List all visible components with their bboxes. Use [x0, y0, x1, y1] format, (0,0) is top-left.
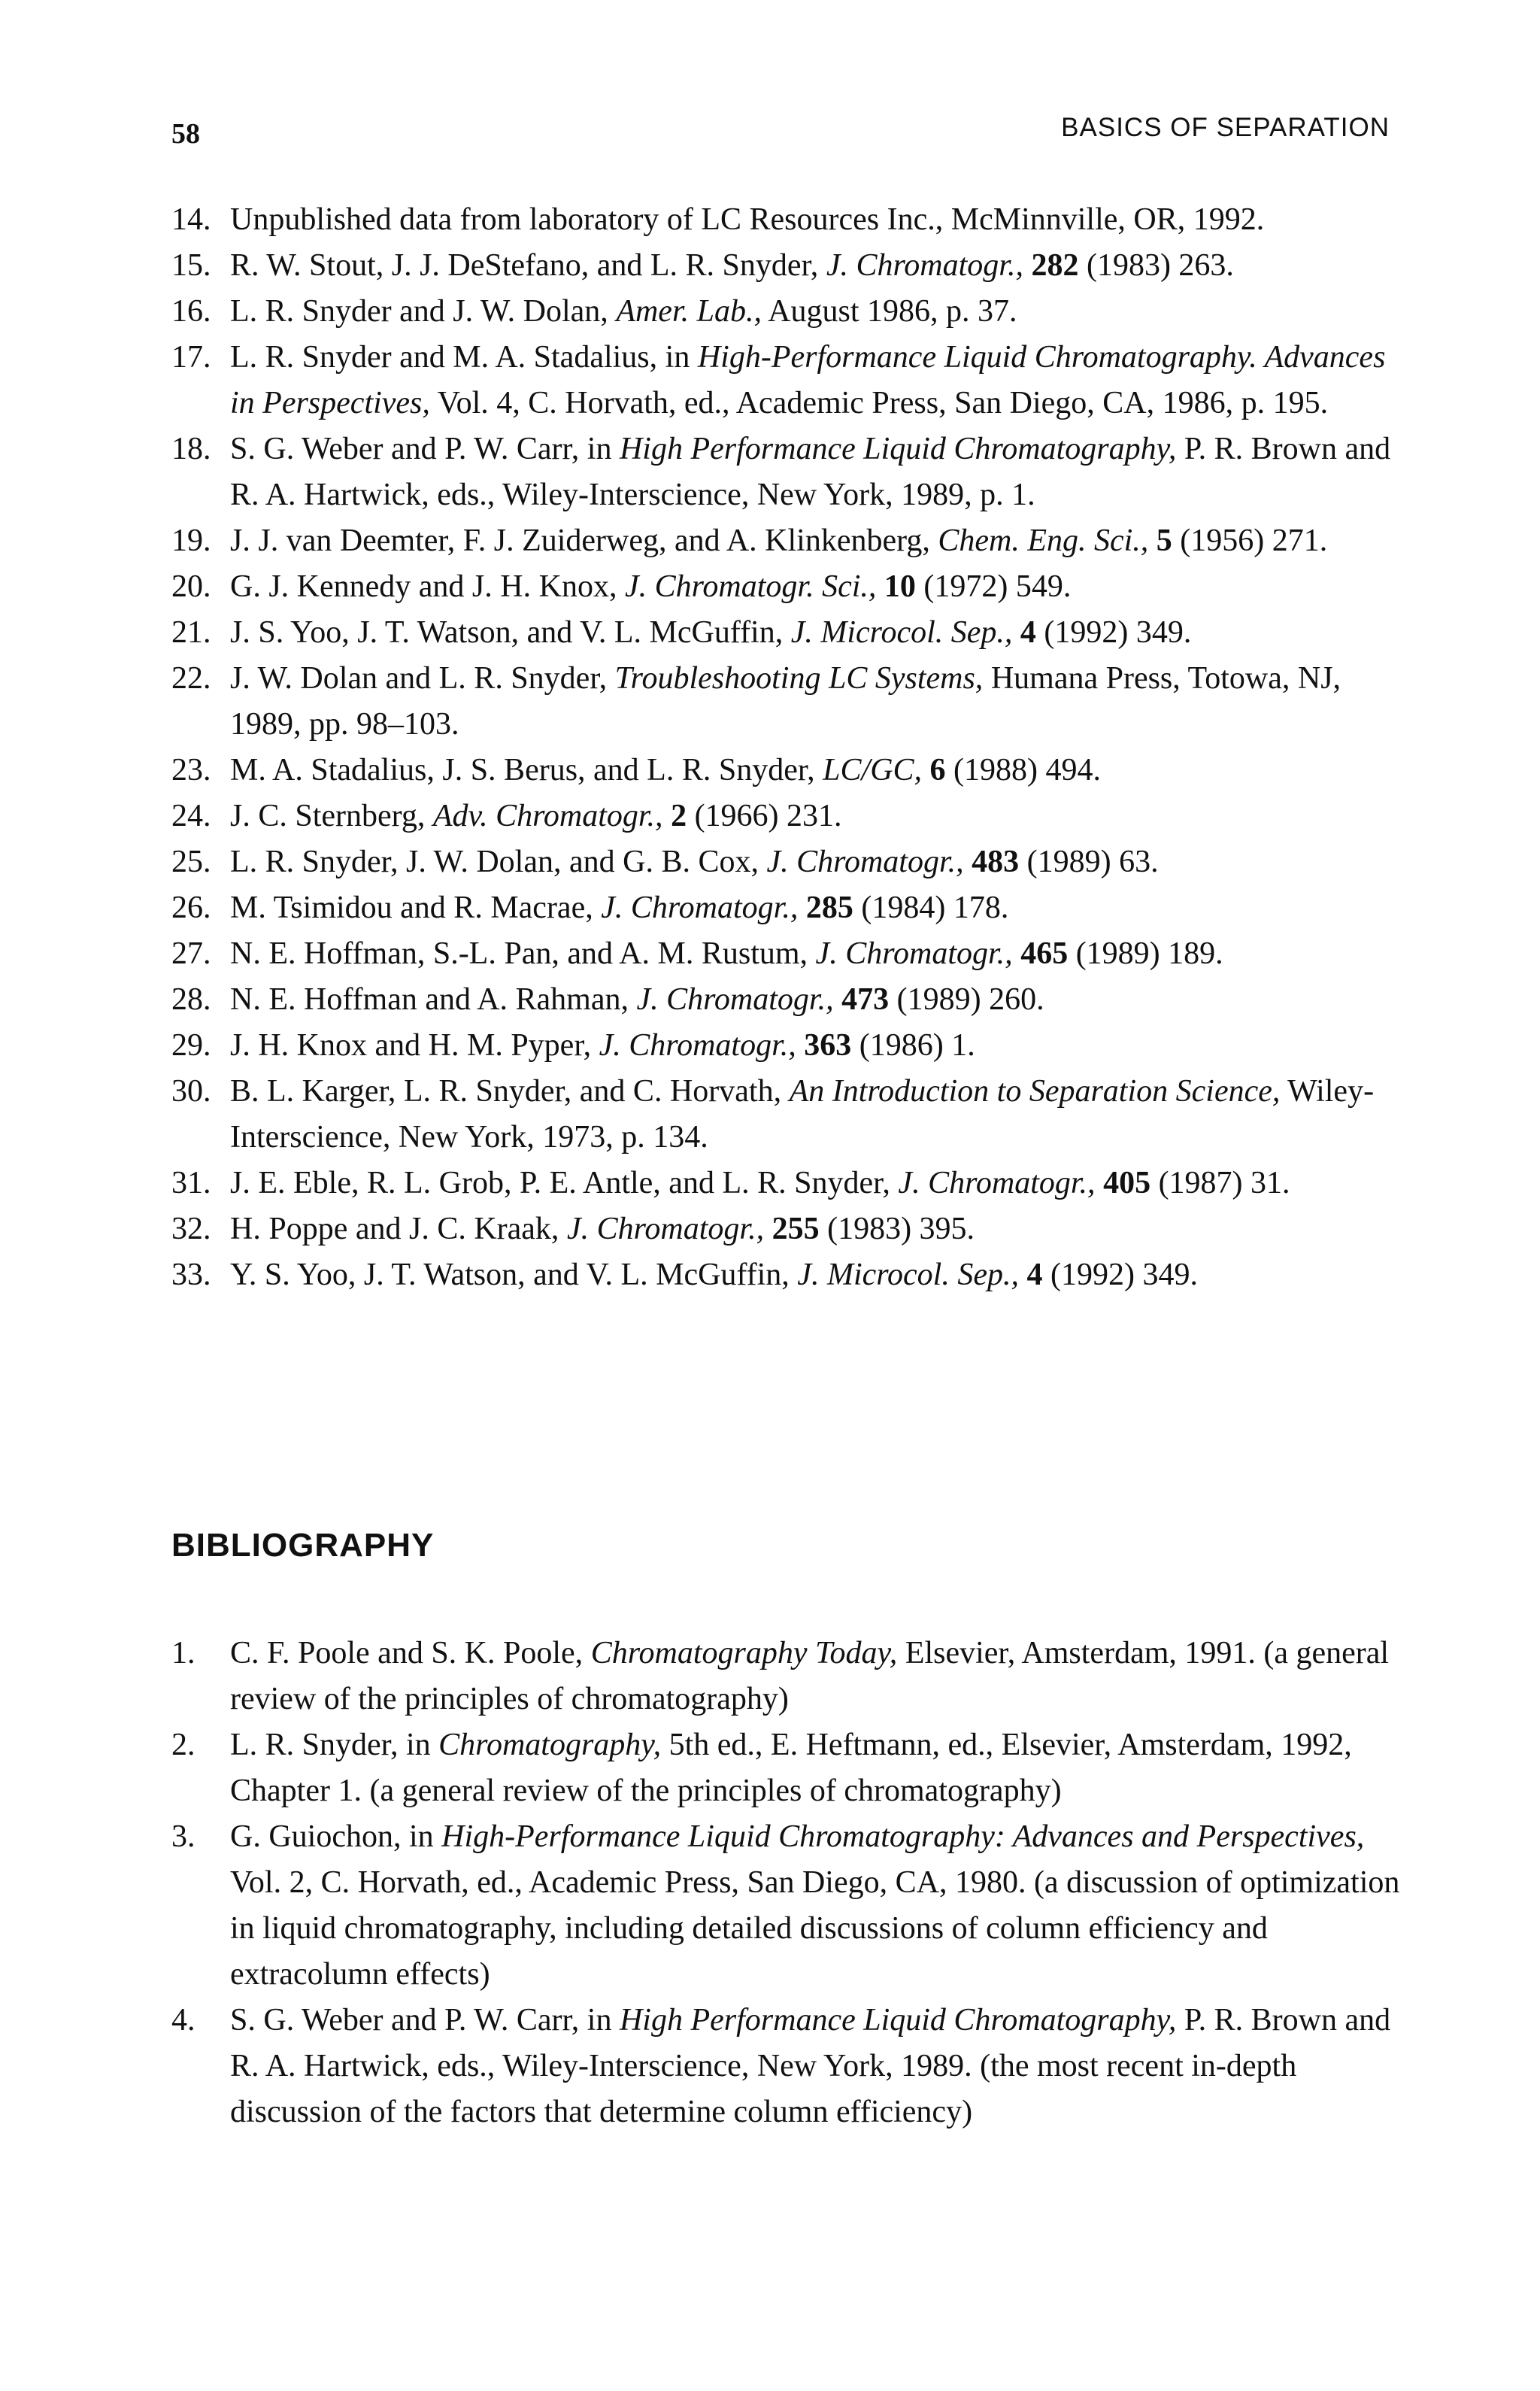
italic-text: J. Chromatogr. Sci., [624, 569, 877, 604]
volume-number: 465 [1020, 936, 1069, 971]
reference-item-text: Y. S. Yoo, J. T. Watson, and V. L. McGuffin, [230, 1258, 798, 1292]
reference-item-text: H. Poppe and J. C. Kraak, [230, 1212, 567, 1246]
reference-item-number: 29. [171, 1028, 211, 1063]
italic-text: J. Chromatogr., [766, 845, 964, 879]
reference-item-number: 32. [171, 1212, 211, 1246]
volume-number: 5 [1156, 523, 1172, 558]
bibliography-list [171, 1631, 1405, 2135]
reference-item [171, 243, 1405, 289]
bibliography-item-text: P. R. Brown and R. A. Hartwick, eds., Wiley-Interscience, New York, 1989. (the most recent in-depth discussion of the factors that determine column efficiency) [230, 2003, 1391, 2129]
reference-item-text [876, 569, 884, 604]
page-number: 58 [171, 118, 200, 150]
reference-item-text: Vol. 4, C. Horvath, ed., Academic Press, San Diego, CA, 1986, p. 195. [429, 386, 1329, 420]
reference-item-text: N. E. Hoffman, S.-L. Pan, and A. M. Rustum, [230, 936, 816, 971]
reference-item-text [834, 982, 842, 1017]
reference-item-text: (1956) 271. [1172, 523, 1328, 558]
volume-number: 282 [1031, 248, 1079, 283]
reference-item-text: Humana Press, Totowa, NJ, 1989, pp. 98–103. [230, 661, 1341, 742]
reference-item-text: L. R. Snyder and J. W. Dolan, [230, 294, 617, 329]
italic-text: J. Chromatogr., [601, 891, 799, 925]
italic-text: High Performance Liquid Chromatography, [619, 432, 1177, 466]
bibliography-item-number: 1. [171, 1636, 196, 1670]
reference-item [171, 1069, 1405, 1161]
italic-text: J. Chromatogr., [815, 936, 1013, 971]
reference-item-text: (1984) 178. [853, 891, 1009, 925]
reference-item-text [1012, 615, 1020, 650]
reference-item [171, 1252, 1405, 1298]
reference-item-text: (1988) 494. [945, 753, 1102, 787]
bibliography-item-text: 5th ed., E. Heftmann, ed., Elsevier, Amsterdam, 1992, Chapter 1. (a general review of the principles of chromatography) [230, 1728, 1352, 1808]
reference-item-number: 28. [171, 982, 211, 1017]
reference-item-text: August 1986, p. 37. [762, 294, 1017, 329]
reference-item-number: 16. [171, 294, 211, 329]
reference-item-text: (1972) 549. [915, 569, 1072, 604]
reference-item-text [1096, 1166, 1104, 1200]
reference-item-text: J. H. Knox and H. M. Pyper, [230, 1028, 599, 1063]
volume-number: 10 [884, 569, 916, 604]
reference-item-text: (1987) 31. [1150, 1166, 1290, 1200]
reference-item-number: 23. [171, 753, 211, 787]
reference-item-text: (1986) 1. [851, 1028, 975, 1063]
reference-item-text: L. R. Snyder, J. W. Dolan, and G. B. Cox, [230, 845, 767, 879]
bibliography-item-number: 4. [171, 2003, 196, 2038]
reference-item-text [1148, 523, 1157, 558]
reference-item-text [798, 891, 806, 925]
reference-item-number: 22. [171, 661, 211, 696]
page-header [171, 104, 1390, 156]
italic-text: Amer. Lab., [616, 294, 762, 329]
bibliography-item [171, 1998, 1405, 2135]
reference-item [171, 839, 1405, 885]
italic-text: J. Chromatogr., [599, 1028, 796, 1063]
reference-item [171, 289, 1405, 335]
running-head: BASICS OF SEPARATION [1061, 113, 1390, 142]
reference-item-text: R. W. Stout, J. J. DeStefano, and L. R. Snyder, [230, 248, 826, 283]
reference-item-text: (1983) 395. [819, 1212, 975, 1246]
bibliography-item-text: G. Guiochon, in [230, 1819, 442, 1854]
reference-item-number: 24. [171, 799, 211, 833]
volume-number: 4 [1026, 1258, 1043, 1292]
volume-number: 4 [1020, 615, 1036, 650]
reference-item-number: 25. [171, 845, 211, 879]
reference-item-text [1013, 936, 1021, 971]
reference-item-number: 18. [171, 432, 211, 466]
italic-text: J. Microcol. Sep., [797, 1258, 1019, 1292]
reference-item-text: L. R. Snyder and M. A. Stadalius, in [230, 340, 698, 375]
reference-item-text: J. E. Eble, R. L. Grob, P. E. Antle, and L. R. Snyder, [230, 1166, 899, 1200]
reference-list [171, 197, 1405, 1298]
bibliography-item-number: 3. [171, 1819, 196, 1854]
reference-item [171, 793, 1405, 839]
reference-item [171, 426, 1405, 518]
volume-number: 473 [841, 982, 890, 1017]
reference-item-text: S. G. Weber and P. W. Carr, in [230, 432, 620, 466]
bibliography-item-text: C. F. Poole and S. K. Poole, [230, 1636, 591, 1670]
reference-item-number: 27. [171, 936, 211, 971]
reference-item-number: 33. [171, 1258, 211, 1292]
reference-item [171, 885, 1405, 931]
volume-number: 285 [805, 891, 853, 925]
volume-number: 255 [772, 1212, 820, 1246]
reference-item-text: (1992) 349. [1035, 615, 1192, 650]
reference-item-number: 30. [171, 1074, 211, 1109]
reference-item-text: (1983) 263. [1078, 248, 1234, 283]
reference-item-text: (1966) 231. [687, 799, 842, 833]
reference-item [171, 748, 1405, 793]
reference-item-text: J. J. van Deemter, F. J. Zuiderweg, and A. Klinkenberg, [230, 523, 938, 558]
reference-item-text: J. W. Dolan and L. R. Snyder, [230, 661, 615, 696]
bibliography-item [171, 1814, 1405, 1998]
bibliography-item-text: Vol. 2, C. Horvath, ed., Academic Press, San Diego, CA, 1980. (a discussion of optimization in liquid chromatography, including detailed discussions of column efficiency and extracolumn effects) [230, 1865, 1400, 1992]
reference-item [171, 610, 1405, 656]
italic-text: J. Chromatogr., [898, 1166, 1096, 1200]
reference-item-text [922, 753, 930, 787]
reference-item-number: 26. [171, 891, 211, 925]
bibliography-heading: BIBLIOGRAPHY [171, 1527, 435, 1564]
reference-item-text [1023, 248, 1032, 283]
volume-number: 405 [1103, 1166, 1151, 1200]
reference-item [171, 1023, 1405, 1069]
reference-item-text [796, 1028, 805, 1063]
reference-item-text: P. R. Brown and R. A. Hartwick, eds., Wiley-Interscience, New York, 1989, p. 1. [230, 432, 1391, 512]
reference-item-number: 20. [171, 569, 211, 604]
italic-text: Troubleshooting LC Systems, [614, 661, 984, 696]
reference-item-number: 19. [171, 523, 211, 558]
reference-item [171, 1206, 1405, 1252]
reference-item-text [764, 1212, 772, 1246]
reference-item-number: 15. [171, 248, 211, 283]
reference-item-number: 31. [171, 1166, 211, 1200]
italic-text: J. Chromatogr., [826, 248, 1023, 283]
reference-item-text: (1992) 349. [1042, 1258, 1198, 1292]
italic-text: LC/GC, [823, 753, 923, 787]
reference-item [171, 197, 1405, 243]
italic-text: High-Performance Liquid Chromatography. Advances in Perspectives, [230, 340, 1386, 420]
italic-text: Chem. Eng. Sci., [938, 523, 1149, 558]
italic-text: J. Chromatogr., [636, 982, 834, 1017]
volume-number: 2 [671, 799, 687, 833]
reference-item-number: 17. [171, 340, 211, 375]
volume-number: 363 [804, 1028, 852, 1063]
reference-item-text [1019, 1258, 1027, 1292]
bibliography-item-text: Elsevier, Amsterdam, 1991. (a general review of the principles of chromatography) [230, 1636, 1390, 1716]
volume-number: 483 [972, 845, 1020, 879]
italic-text: J. Microcol. Sep., [790, 615, 1013, 650]
bibliography-item [171, 1722, 1405, 1814]
italic-text: J. Chromatogr., [566, 1212, 765, 1246]
italic-text: High Performance Liquid Chromatography, [619, 2003, 1177, 2038]
reference-item-text: J. C. Sternberg, [230, 799, 433, 833]
bibliography-item-text: L. R. Snyder, in [230, 1728, 439, 1762]
italic-text: An Introduction to Separation Science, [789, 1074, 1281, 1109]
reference-item-text [663, 799, 671, 833]
reference-item-text: J. S. Yoo, J. T. Watson, and V. L. McGuffin, [230, 615, 791, 650]
italic-text: Adv. Chromatogr., [432, 799, 663, 833]
italic-text: High-Performance Liquid Chromatography: Advances and Perspectives, [441, 1819, 1365, 1854]
reference-item-text: (1989) 189. [1068, 936, 1223, 971]
reference-item [171, 335, 1405, 426]
volume-number: 6 [929, 753, 946, 787]
reference-item-text: M. Tsimidou and R. Macrae, [230, 891, 602, 925]
reference-item-text: Wiley-Interscience, New York, 1973, p. 134. [230, 1074, 1375, 1155]
bibliography-item-number: 2. [171, 1728, 196, 1762]
italic-text: Chromatography, [438, 1728, 662, 1762]
bibliography-item-text: S. G. Weber and P. W. Carr, in [230, 2003, 620, 2038]
reference-item [171, 518, 1405, 564]
reference-item-text: Unpublished data from laboratory of LC Resources Inc., McMinnville, OR, 1992. [230, 202, 1265, 237]
reference-item [171, 977, 1405, 1023]
reference-item-text: B. L. Karger, L. R. Snyder, and C. Horvath, [230, 1074, 790, 1109]
reference-item [171, 1161, 1405, 1206]
reference-item [171, 656, 1405, 748]
italic-text: Chromatography Today, [590, 1636, 898, 1670]
reference-item-text: G. J. Kennedy and J. H. Knox, [230, 569, 625, 604]
reference-item [171, 564, 1405, 610]
bibliography-item [171, 1631, 1405, 1722]
reference-item-number: 14. [171, 202, 211, 237]
reference-item-number: 21. [171, 615, 211, 650]
reference-item-text: (1989) 63. [1019, 845, 1159, 879]
reference-item-text: N. E. Hoffman and A. Rahman, [230, 982, 637, 1017]
reference-item-text [964, 845, 972, 879]
reference-item-text: (1989) 260. [889, 982, 1044, 1017]
reference-item [171, 931, 1405, 977]
reference-item-text: M. A. Stadalius, J. S. Berus, and L. R. Snyder, [230, 753, 823, 787]
